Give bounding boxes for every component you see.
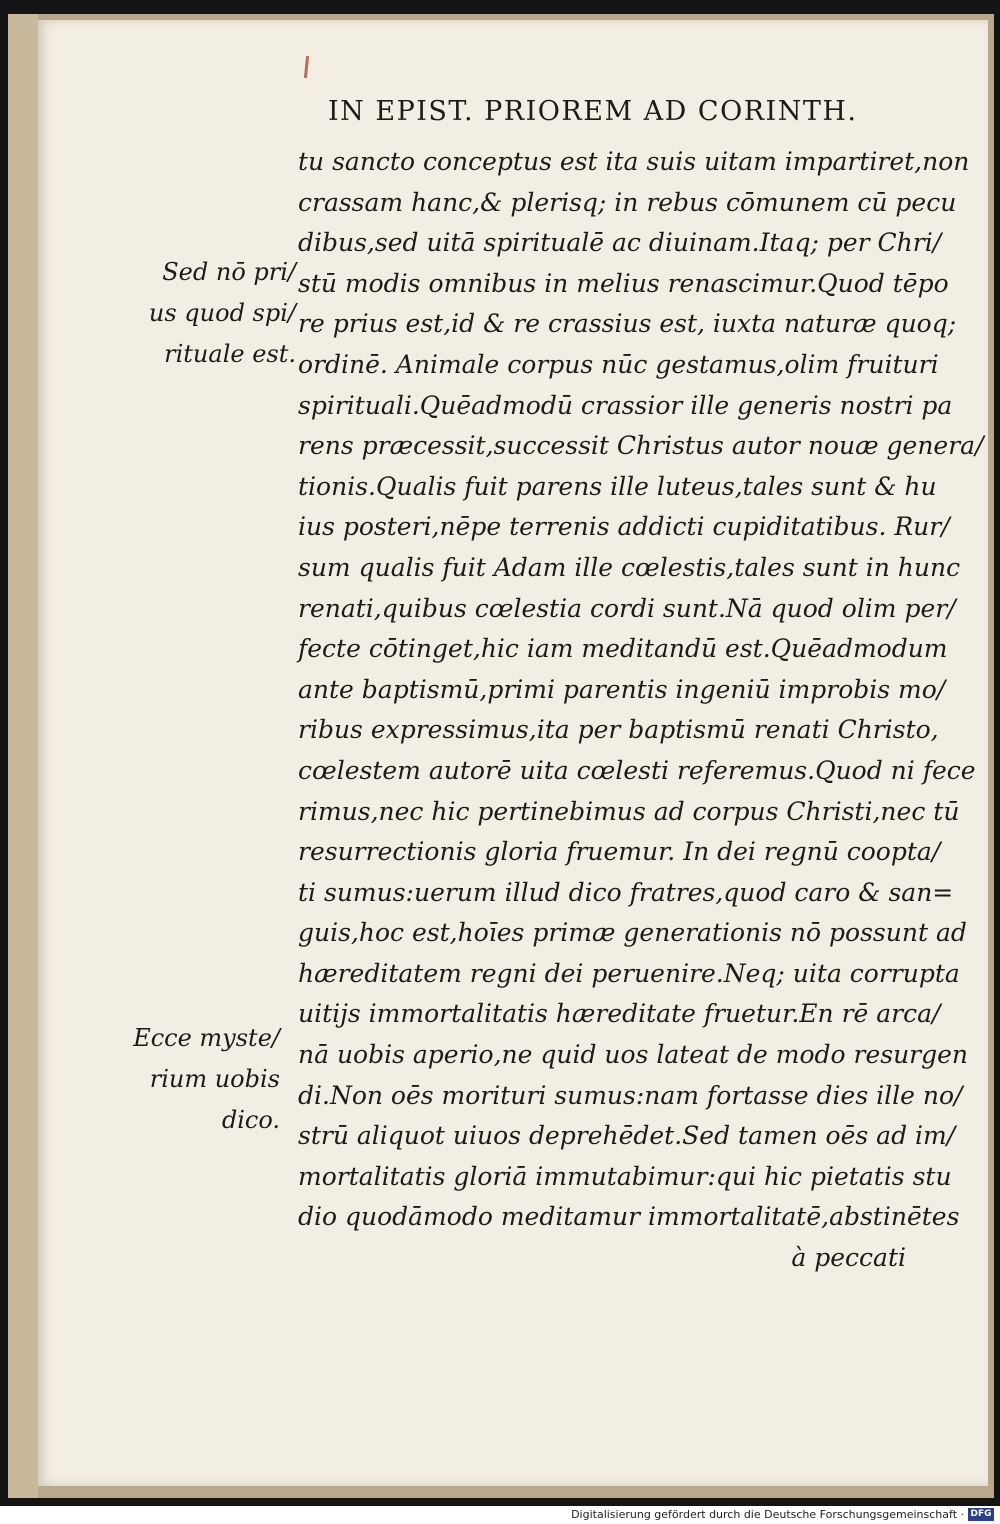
margin-note-line: us quod spi/ — [148, 299, 296, 327]
text-line: renati,quibus cœlestia cordi sunt.Nā quod olim per/ — [298, 593, 956, 623]
text-line: mortalitatis gloriā immutabimur:qui hic pietatis stu — [298, 1161, 952, 1191]
catchword: à peccati — [791, 1243, 906, 1273]
text-line: uitijs immortalitatis hæreditate fruetur.En rē arca/ — [298, 999, 941, 1029]
text-line: ante baptismū,primi parentis ingeniū improbis mo/ — [298, 674, 946, 704]
funding-notice: Digitalisierung gefördert durch die Deutsche Forschungsgemeinschaft · — [571, 1508, 964, 1521]
binding-edge — [8, 14, 38, 1498]
text-line: stū modis omnibus in melius renascimur.Quod tēpo — [298, 268, 949, 298]
text-line: crassam hanc,& plerisq; in rebus cōmunem cū pecu — [298, 187, 957, 217]
text-line: cœlestem autorē uita cœlesti referemus.Quod ni fece — [298, 755, 976, 785]
text-line: nā uobis aperio,ne quid uos lateat de modo resurgen — [298, 1040, 969, 1070]
text-line: guis,hoc est,hoīes primæ generationis nō possunt ad — [298, 918, 967, 948]
text-line: strū aliquot uiuos deprehēdet.Sed tamen oēs ad im/ — [298, 1121, 956, 1151]
margin-note-line: Ecce myste/ — [133, 1024, 280, 1052]
text-line: ius posteri,nēpe terrenis addicti cupiditatibus. Rur/ — [298, 512, 950, 542]
footer-bar — [0, 1506, 1000, 1524]
dfg-logo: DFG — [968, 1508, 994, 1521]
margin-note-line: dico. — [221, 1106, 280, 1134]
text-line: di.Non oēs morituri sumus:nam fortasse dies ille no/ — [298, 1080, 963, 1110]
text-line: dibus,sed uitā spiritualē ac diuinam.Itaq; per Chri/ — [298, 228, 942, 258]
text-line: resurrectionis gloria fruemur. In dei regnū coopta/ — [298, 837, 941, 867]
margin-note — [118, 252, 296, 375]
margin-note — [100, 1018, 280, 1141]
text-line: ribus expressimus,ita per baptismū renati Christo, — [298, 715, 939, 745]
text-line: sum qualis fuit Adam ille cœlestis,tales sunt in hunc — [298, 552, 961, 582]
margin-note-line: rium uobis — [149, 1065, 280, 1093]
running-head: IN EPIST. PRIOREM AD CORINTH. — [328, 96, 858, 127]
text-line: rens præcessit,successit Christus autor nouæ genera/ — [298, 431, 984, 461]
text-line: tionis.Qualis fuit parens ille luteus,tales sunt & hu — [298, 471, 937, 501]
text-line: re prius est,id & re crassius est, iuxta naturæ quoq; — [298, 309, 957, 339]
text-line: dio quodāmodo meditamur immortalitatē,abstinētes — [298, 1202, 960, 1232]
text-line: ordinē. Animale corpus nūc gestamus,olim fruituri — [298, 349, 939, 379]
text-line: rimus,nec hic pertinebimus ad corpus Christi,nec tū — [298, 796, 960, 826]
text-line: ti sumus:uerum illud dico fratres,quod caro & san= — [298, 877, 954, 907]
body-text — [298, 142, 984, 1279]
text-line: tu sancto conceptus est ita suis uitam impartiret,non — [298, 147, 970, 176]
text-line: fecte cōtinget,hic iam meditandū est.Quēadmodum — [298, 634, 948, 664]
margin-note-line: rituale est. — [164, 340, 296, 368]
text-line: hæreditatem regni dei peruenire.Neq; uita corrupta — [298, 958, 960, 988]
margin-note-line: Sed nō pri/ — [162, 258, 296, 286]
text-line: spirituali.Quēadmodū crassior ille generis nostri pa — [298, 390, 953, 420]
